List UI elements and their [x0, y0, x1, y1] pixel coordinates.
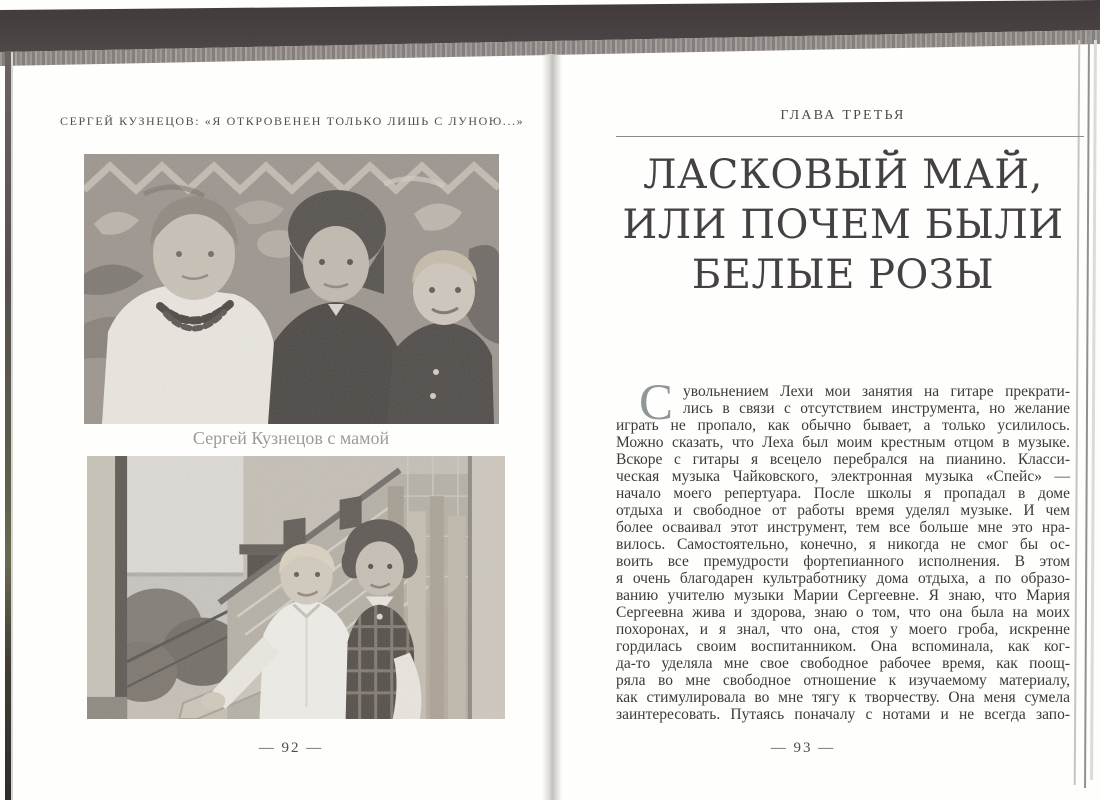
chapter-title-line: ИЛИ ПОЧЕМ БЫЛИ	[622, 202, 1064, 248]
body-line: похоронах, и я знал, что она, стоя у моего гроба, искренне	[616, 621, 1070, 638]
body-line: лись в связи с отсутствием инструмента, но желание	[683, 400, 1070, 417]
chapter-kicker: ГЛАВА ТРЕТЬЯ	[780, 108, 906, 123]
body-line: я очень благодарен культработнику дома отдыха, а по образо-	[616, 570, 1070, 587]
body-line: играть не пропало, как обычно бывает, а только усилилось.	[616, 417, 1070, 434]
drop-cap: С	[638, 375, 674, 431]
book-gutter-shadow	[542, 54, 562, 800]
body-line: начало моего репертуара. После школы я пропадал в доме	[616, 485, 1070, 502]
body-line: Вскоре с гитары я всецело перебрался на пианино. Класси-	[616, 451, 1070, 468]
photo-family-portrait	[84, 154, 499, 424]
body-line: да-то уделяла мне свое свободное рабочее время, как поощ-	[616, 655, 1070, 672]
body-line: ческая музыка Чайковского, электронная музыка «Спейс» —	[616, 468, 1070, 485]
header-rule	[616, 136, 1084, 137]
body-line: более осваивал этот инструмент, тем все больше мне это нра-	[616, 519, 1070, 536]
body-line: ванию учителю музыки Марии Сергеевне. Я знаю, что Мария	[616, 587, 1070, 604]
photo-family-portrait-art	[84, 154, 499, 424]
body-line: Можно сказать, что Леха был моим крестным отцом в музыке.	[616, 434, 1070, 451]
body-line: увольнением Лехи мои занятия на гитаре прекрати-	[683, 383, 1070, 400]
body-line: ряла во мне свободное отношение к изучаемому материалу,	[616, 672, 1070, 689]
page-number-left: — 92 —	[258, 740, 324, 756]
page-number-right: — 93 —	[770, 740, 836, 756]
body-line: воить все премудрости фортепианного исполнения. В этом	[616, 553, 1070, 570]
photo-caption: Сергей Кузнецов с мамой	[192, 428, 390, 448]
body-line: как стимулировала во мне тягу к творчеству. Она меня сумела	[616, 689, 1070, 706]
body-line: отдыха и свободное от работы время уделял музыке. И чем	[616, 502, 1070, 519]
photo-boy-and-mother	[87, 456, 505, 719]
body-line: Сергеевна жива и здорова, знаю о том, что она была на моих	[616, 604, 1070, 621]
body-line: заинтересовать. Путаясь поначалу с нотами и не всегда запо-	[616, 706, 1070, 723]
running-head: СЕРГЕЙ КУЗНЕЦОВ: «Я ОТКРОВЕНЕН ТОЛЬКО ЛИШЬ С ЛУНОЮ...»	[60, 114, 525, 128]
left-page	[0, 0, 545, 800]
chapter-title	[600, 150, 1086, 300]
body-line: гордилась своим воспитанником. Она вспоминала, как ког-	[616, 638, 1070, 655]
chapter-title-line: БЕЛЫЕ РОЗЫ	[691, 252, 995, 298]
right-page	[560, 0, 1100, 800]
photo-boy-and-mother-art	[87, 456, 505, 719]
body-text	[616, 375, 1070, 723]
chapter-title-line: ЛАСКОВЫЙ МАЙ,	[643, 152, 1043, 198]
body-line: вилось. Самостоятельно, конечно, я никогда не смог бы ос-	[616, 536, 1070, 553]
body-lines	[616, 375, 1070, 723]
